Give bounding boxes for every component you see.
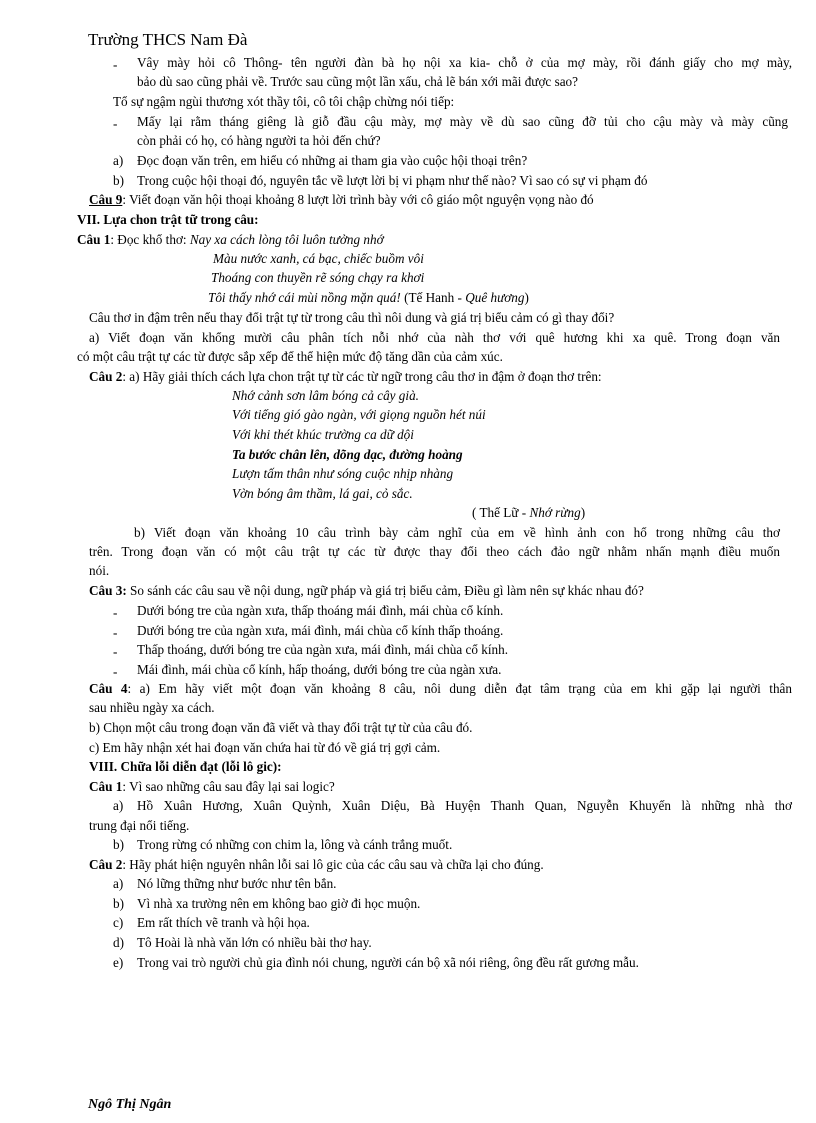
- dialogue-line: Vây mày hỏi cô Thông- tên người đàn bà họ nội xa kia- chỗ ở của mợ mày, rồi đánh giấy cho mợ mày,: [137, 55, 792, 70]
- question-text: : Vì sao những câu sau đây lại sai logic?: [122, 779, 335, 794]
- question-marker: b): [113, 173, 124, 188]
- citation-title: Nhớ rừng: [529, 505, 581, 520]
- poem-line-with-citation: [208, 290, 529, 306]
- bullet: -: [113, 57, 118, 72]
- bullet: -: [113, 644, 118, 659]
- question-b-cont: nói.: [89, 563, 110, 578]
- list-item: Em rất thích vẽ tranh và hội họa.: [137, 915, 310, 930]
- list-item: Nó lững thững như bước như tên bắn.: [137, 876, 337, 891]
- question-marker: c): [113, 915, 124, 930]
- citation: ( Thế Lữ -: [472, 505, 530, 520]
- question-a: Đọc đoạn văn trên, em hiểu có những ai tham gia vào cuộc hội thoại trên?: [137, 153, 528, 168]
- bullet: -: [113, 605, 118, 620]
- s7-question-4: [89, 681, 792, 697]
- list-item: Dưới bóng tre của ngàn xưa, thấp thoáng mái đình, mái chùa cổ kính.: [137, 603, 504, 618]
- citation-line: [472, 505, 585, 521]
- question-b-cont: trên. Trong đoạn văn có một câu trật tự các từ được thay đổi theo cách đảo ngữ nhằm nhấn mạnh điều muốn: [89, 544, 780, 559]
- question-cont: sau nhiều ngày xa cách.: [89, 700, 215, 715]
- s7-question-3: [89, 583, 644, 599]
- question-9: [89, 192, 594, 208]
- poem-line: Nhớ cảnh sơn lâm bóng cả cây già.: [232, 388, 419, 403]
- poem-line: Nay xa cách lòng tôi luôn tưởng nhớ: [189, 232, 384, 247]
- poem-line: Vờn bóng âm thầm, lá gai, cỏ sắc.: [232, 486, 413, 501]
- question-text: So sánh các câu sau về nội dung, ngữ pháp và giá trị biểu cảm, Điều gì làm nên sự khác nhau đó?: [126, 583, 644, 598]
- poem-line: Màu nước xanh, cá bạc, chiếc buồm vôi: [213, 251, 424, 266]
- question-label: Câu 9: [89, 192, 123, 207]
- question-b: b) Viết đoạn văn khoảng 10 câu trình bày cảm nghĩ của em về hình ảnh con hổ trong những câu thơ: [134, 525, 780, 540]
- question-text: : Hãy phát hiện nguyên nhân lỗi sai lô gic của các câu sau và chữa lại cho đúng.: [122, 857, 544, 872]
- question-text: : a) Hãy giải thích cách lựa chon trật tự từ các từ ngữ trong câu thơ in đậm ở đoạn thơ trên:: [122, 369, 602, 384]
- question-text: : Đọc khổ thơ:: [110, 232, 187, 247]
- question-marker: b): [113, 837, 124, 852]
- s8-question-1: [89, 779, 335, 795]
- list-item: Dưới bóng tre của ngàn xưa, mái đình, mái chùa cổ kính thấp thoáng.: [137, 623, 504, 638]
- dialogue-line: còn phải có họ, có hàng người ta hỏi đến chứ?: [137, 133, 381, 148]
- list-item: Tô Hoài là nhà văn lớn có nhiều bài thơ hay.: [137, 935, 372, 950]
- question-b: b) Chọn một câu trong đoạn văn đã viết và thay đổi trật tự từ của câu đó.: [89, 720, 473, 735]
- question-marker: b): [113, 896, 124, 911]
- list-item: Mái đình, mái chùa cổ kính, hấp thoáng, dưới bóng tre của ngàn xưa.: [137, 662, 502, 677]
- dialogue-line: Mấy lại rằm tháng giêng là giỗ đầu cậu mày, mợ mày về dù sao cũng đỡ tủi cho cậu mày và mày cũng: [137, 114, 788, 129]
- question-label: Câu 1: [77, 232, 111, 247]
- bullet: -: [113, 625, 118, 640]
- question-c: c) Em hãy nhận xét hai đoạn văn chứa hai từ đó về giá trị gợi cảm.: [89, 740, 441, 755]
- question-text: : a) Em hãy viết một đoạn văn khoảng 8 câu, nôi dung diễn đạt tâm trạng của em khi gặp lại người thân: [127, 681, 792, 696]
- school-header: Trường THCS Nam Đà: [88, 30, 248, 49]
- narration-line: Tổ sự ngậm ngùi thương xót thầy tôi, cô tôi chập chừng nói tiếp:: [113, 94, 455, 109]
- question-marker: a): [113, 798, 124, 813]
- poem-line: Với tiếng gió gào ngàn, với giọng nguồn hét núi: [232, 407, 486, 422]
- section-viii-title: VIII. Chữa lỗi diễn đạt (lỗi lô gic):: [89, 759, 282, 774]
- question-a: a) Viết đoạn văn khổng mười câu phân tích nỗi nhớ của nàh thơ với quê hương khi xa quê. Trong đoạn văn: [89, 330, 780, 345]
- question-label: Câu 3:: [89, 583, 127, 598]
- question-label: Câu 2: [89, 369, 123, 384]
- list-item-cont: trung đại nổi tiếng.: [89, 818, 190, 833]
- list-item: Trong vai trò người chủ gia đình nói chung, người cán bộ xã nói riêng, ông đều rất gương mẫu.: [137, 955, 639, 970]
- poem-line: Thoáng con thuyền rẽ sóng chạy ra khơi: [211, 270, 425, 285]
- question-text: Câu thơ in đậm trên nếu thay đổi trật tự từ trong câu thì nôi dung và giá trị biểu cảm có gì thay đổi?: [89, 310, 615, 325]
- poem-line: Với khi thét khúc trường ca dữ dội: [232, 427, 414, 442]
- question-marker: e): [113, 955, 124, 970]
- question-b: Trong cuộc hội thoại đó, nguyên tắc về lượt lời bị vi phạm như thế nào? Vì sao có sự vi phạm đó: [137, 173, 648, 188]
- question-label: Câu 1: [89, 779, 123, 794]
- citation: ): [580, 505, 586, 520]
- poem-line: Lượn tấm thân như sóng cuộc nhịp nhàng: [232, 466, 454, 481]
- list-item: Thấp thoáng, dưới bóng tre của ngàn xưa, mái đình, mái chùa cổ kính.: [137, 642, 509, 657]
- bullet: -: [113, 664, 118, 679]
- poem-line: Tôi thấy nhớ cái mùi nồng mặn quá!: [208, 290, 401, 305]
- question-marker: a): [113, 876, 124, 891]
- citation: (Tế Hanh -: [400, 290, 466, 305]
- question-label: Câu 2: [89, 857, 123, 872]
- author-footer: Ngô Thị Ngân: [88, 1097, 172, 1112]
- citation-title: Quê hương: [465, 290, 525, 305]
- s7-question-1: [77, 232, 384, 248]
- citation: ): [524, 290, 529, 305]
- s7-question-2: [89, 369, 602, 385]
- question-a-cont: có một câu trật tự các từ được sắp xếp để thể hiện mức độ tăng dần của cảm xúc.: [77, 349, 503, 364]
- list-item: Trong rừng có những con chim la, lông và cánh trắng muốt.: [137, 837, 453, 852]
- s8-question-2: [89, 857, 544, 873]
- poem-line-bold: Ta bước chân lên, dõng dạc, đường hoàng: [232, 447, 463, 462]
- list-item: Vì nhà xa trường nên em không bao giờ đi học muộn.: [137, 896, 421, 911]
- bullet: -: [113, 116, 118, 131]
- question-marker: d): [113, 935, 124, 950]
- question-text: : Viết đoạn văn hội thoại khoảng 8 lượt lời trình bày với cô giáo một nguyện vọng nào đó: [122, 192, 594, 207]
- section-vii-title: VII. Lựa chon trật tữ trong câu:: [77, 212, 259, 227]
- question-marker: a): [113, 153, 124, 168]
- dialogue-line: bảo dù sao cũng phải về. Trước sau cũng một lần xấu, chả lẽ bán xới mãi được sao?: [137, 74, 578, 89]
- question-label: Câu 4: [89, 681, 128, 696]
- list-item: Hồ Xuân Hương, Xuân Quỳnh, Xuân Diệu, Bà Huyện Thanh Quan, Nguyễn Khuyến là những nhà thơ: [137, 798, 792, 813]
